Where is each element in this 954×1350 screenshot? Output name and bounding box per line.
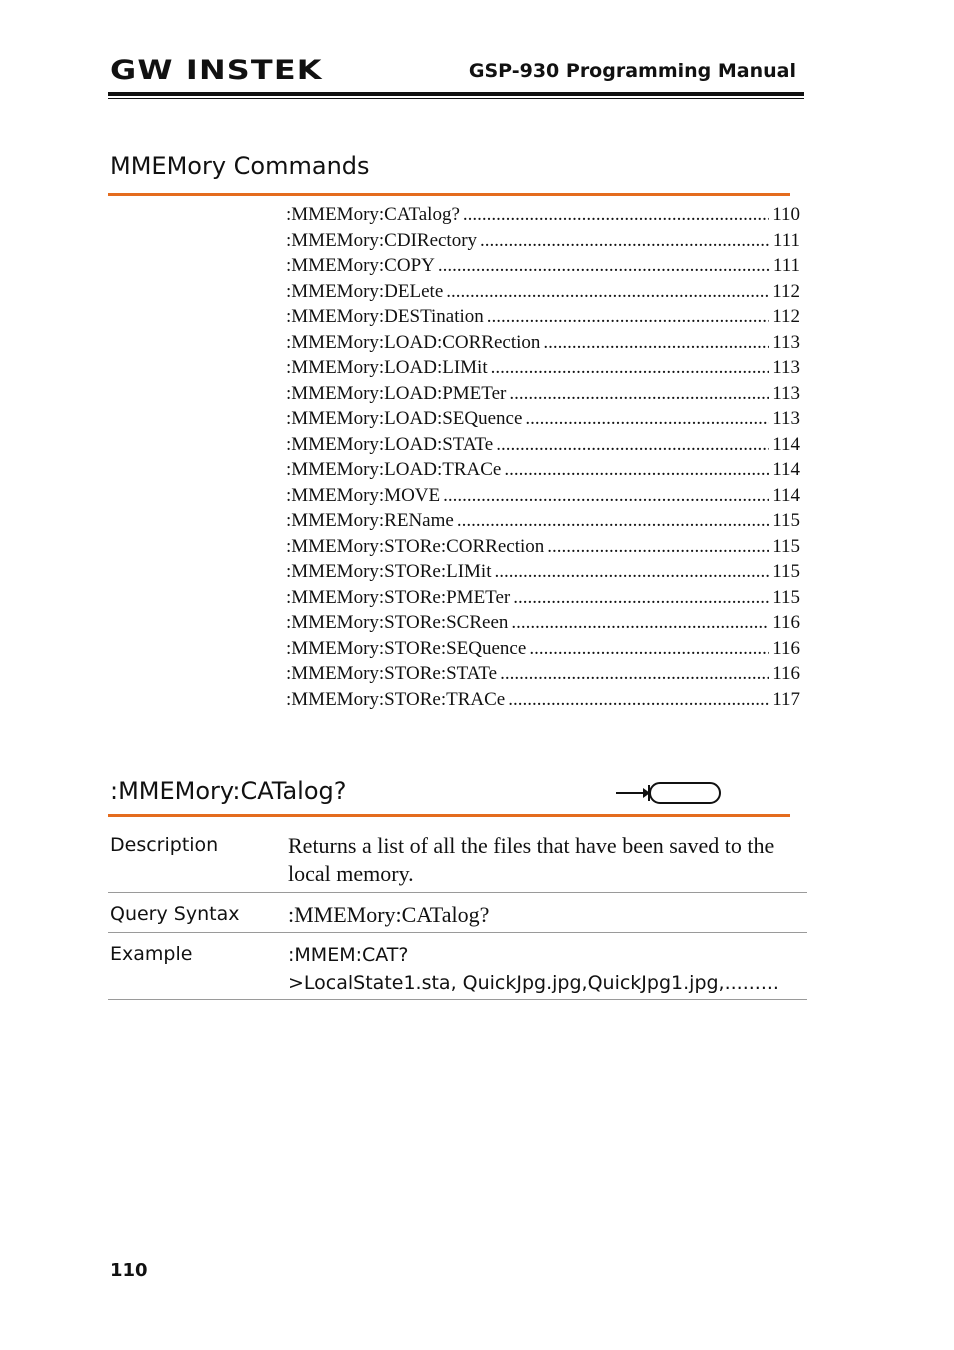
toc-command: :MMEMory:REName (286, 510, 454, 531)
page-number: 110 (110, 1260, 148, 1281)
toc-leader-dots (496, 432, 769, 458)
toc-command: :MMEMory:DELete (286, 280, 444, 302)
example-label: Example (110, 943, 193, 965)
toc-page-number: 113 (772, 331, 800, 353)
toc-row[interactable] (286, 457, 800, 483)
command-spec-table (108, 826, 807, 1000)
syntax-text: :MMEMory:CATalog? (288, 902, 490, 927)
toc-page-number: 113 (772, 408, 800, 429)
toc-leader-dots (500, 661, 769, 687)
description-text: Returns a list of all the files that have been saved to the local memory. (288, 833, 775, 886)
toc-leader-dots (547, 534, 769, 560)
toc-command: :MMEMory:STORe:LIMit (286, 561, 492, 582)
toc-row[interactable] (286, 687, 800, 713)
toc-command: :MMEMory:LOAD:STATe (286, 433, 494, 455)
toc-row[interactable] (286, 406, 800, 432)
toc-leader-dots (443, 483, 769, 509)
toc-page-number: 114 (772, 433, 800, 455)
toc-leader-dots (513, 585, 769, 611)
toc-page-number: 115 (772, 586, 800, 608)
toc-page-number: 111 (772, 229, 800, 251)
toc-command: :MMEMory:LOAD:TRACe (286, 459, 502, 480)
toc-command: :MMEMory:CATalog? (286, 204, 460, 225)
toc-command: :MMEMory:STORe:STATe (286, 663, 498, 684)
toc-command: :MMEMory:LOAD:CORRection (286, 331, 541, 353)
header-rule-thin (108, 98, 804, 99)
toc-command: :MMEMory:LOAD:SEQuence (286, 408, 523, 429)
toc-command: :MMEMory:LOAD:LIMit (286, 357, 488, 378)
toc-leader-dots (491, 355, 770, 381)
toc-leader-dots (529, 636, 769, 662)
section-divider (108, 193, 790, 196)
toc-row[interactable] (286, 610, 800, 636)
description-label: Description (110, 834, 219, 856)
toc-row[interactable] (286, 585, 800, 611)
toc-page-number: 111 (772, 255, 800, 276)
example-row (108, 933, 807, 1000)
toc-row[interactable] (286, 202, 800, 228)
toc-page-number: 113 (772, 357, 800, 378)
command-index (286, 202, 800, 712)
toc-row[interactable] (286, 253, 800, 279)
syntax-row (108, 893, 807, 933)
command-title: :MMEMory:CATalog? (110, 777, 347, 805)
toc-command: :MMEMory:STORe:SCReen (286, 612, 509, 633)
brand-logo: GW INSTEK (110, 55, 323, 86)
toc-page-number: 115 (772, 510, 800, 531)
toc-row[interactable] (286, 559, 800, 585)
toc-page-number: 112 (772, 306, 800, 327)
toc-leader-dots (511, 610, 769, 636)
toc-row[interactable] (286, 279, 800, 305)
header-rule (108, 92, 804, 96)
toc-page-number: 110 (772, 204, 800, 225)
toc-row[interactable] (286, 355, 800, 381)
example-block (288, 933, 807, 999)
toc-leader-dots (525, 406, 769, 432)
toc-leader-dots (463, 202, 769, 228)
toc-leader-dots (495, 559, 770, 585)
toc-page-number: 114 (772, 484, 800, 506)
toc-page-number: 117 (772, 688, 800, 710)
toc-page-number: 116 (772, 637, 800, 659)
toc-row[interactable] (286, 636, 800, 662)
toc-row[interactable] (286, 304, 800, 330)
example-command: :MMEM:CAT? (288, 944, 409, 966)
toc-page-number: 115 (772, 535, 800, 557)
toc-command: :MMEMory:STORe:TRACe (286, 688, 506, 710)
toc-row[interactable] (286, 534, 800, 560)
description-row (108, 826, 807, 893)
command-divider (108, 814, 790, 817)
toc-leader-dots (509, 381, 769, 407)
toc-leader-dots (543, 330, 769, 356)
toc-page-number: 116 (772, 612, 800, 633)
toc-command: :MMEMory:STORe:PMETer (286, 586, 511, 608)
toc-command: :MMEMory:LOAD:PMETer (286, 382, 507, 404)
toc-row[interactable] (286, 661, 800, 687)
toc-leader-dots (457, 508, 769, 534)
syntax-label: Query Syntax (110, 903, 240, 925)
toc-command: :MMEMory:MOVE (286, 484, 441, 506)
toc-page-number: 115 (772, 561, 800, 582)
toc-row[interactable] (286, 508, 800, 534)
toc-command: :MMEMory:STORe:SEQuence (286, 637, 527, 659)
manual-title: GSP-930 Programming Manual (468, 60, 796, 82)
toc-leader-dots (446, 279, 769, 305)
toc-row[interactable] (286, 432, 800, 458)
toc-row[interactable] (286, 228, 800, 254)
toc-row[interactable] (286, 381, 800, 407)
example-response: >LocalState1.sta, QuickJpg.jpg,QuickJpg1.jpg,......... (288, 972, 779, 994)
toc-command: :MMEMory:COPY (286, 255, 435, 276)
section-title: MMEMory Commands (110, 152, 370, 180)
toc-leader-dots (438, 253, 770, 279)
toc-leader-dots (504, 457, 769, 483)
toc-page-number: 114 (772, 459, 800, 480)
toc-row[interactable] (286, 330, 800, 356)
toc-leader-dots (508, 687, 769, 713)
toc-page-number: 116 (772, 663, 800, 684)
toc-leader-dots (487, 304, 769, 330)
toc-page-number: 113 (772, 382, 800, 404)
toc-command: :MMEMory:STORe:CORRection (286, 535, 545, 557)
query-arrow-icon (616, 780, 724, 806)
toc-command: :MMEMory:DESTination (286, 306, 484, 327)
toc-command: :MMEMory:CDIRectory (286, 229, 478, 251)
toc-row[interactable] (286, 483, 800, 509)
toc-leader-dots (480, 228, 770, 254)
toc-page-number: 112 (772, 280, 800, 302)
